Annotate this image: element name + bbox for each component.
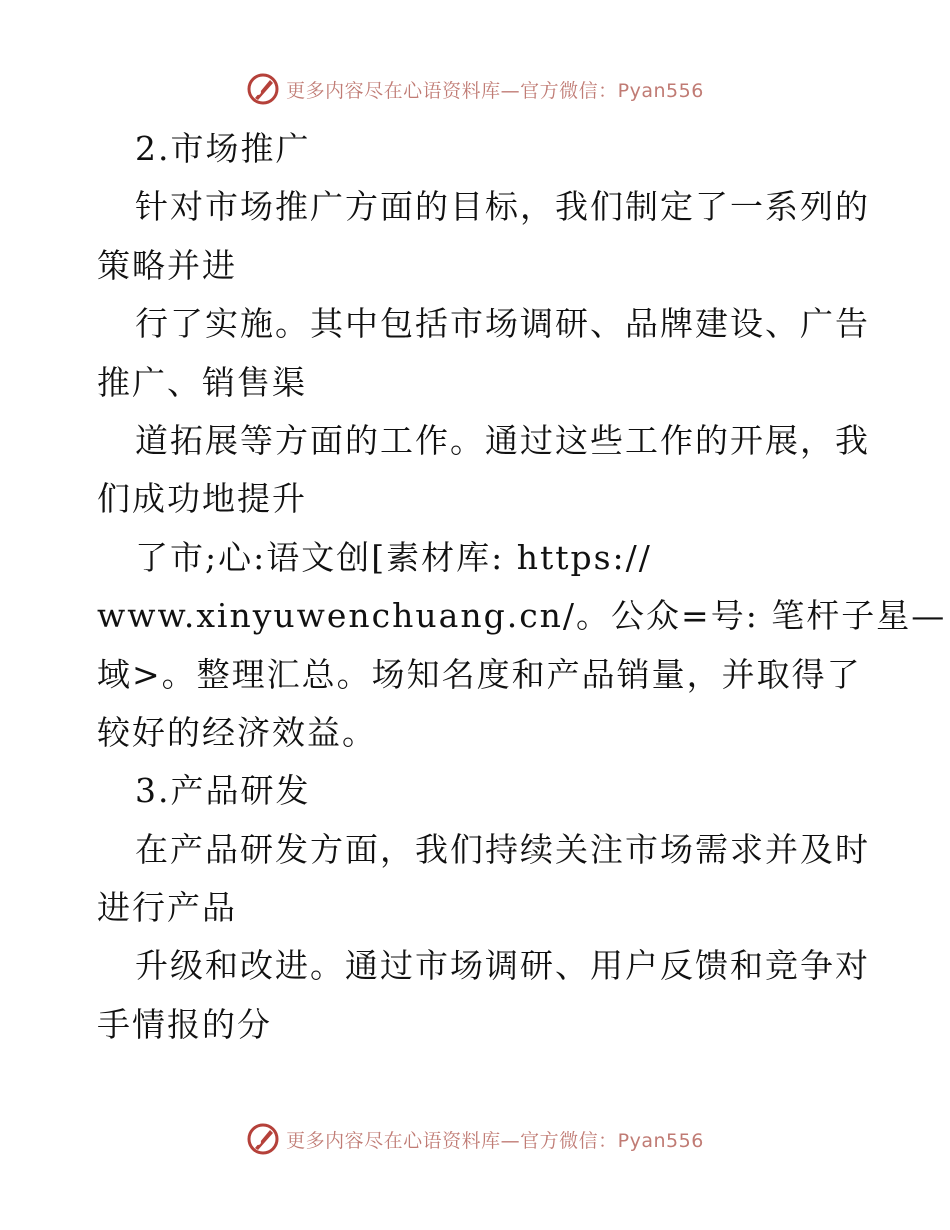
section-heading: 2.市场推广	[135, 129, 311, 168]
paragraph-line: 针对市场推广方面的目标，我们制定了一系列的	[135, 187, 870, 227]
paragraph-line: 了市;心:语文创[素材库: https://	[135, 537, 652, 577]
paragraph-line: 较好的经济效益。	[97, 712, 377, 752]
footer-banner-text: 更多内容尽在心语资料库—官方微信：Pyan556	[286, 1129, 704, 1152]
paragraph-line: 进行产品	[97, 888, 237, 928]
paragraph-line: 策略并进	[97, 245, 237, 285]
header-banner	[0, 72, 950, 106]
paragraph-line: 道拓展等方面的工作。通过这些工作的开展，我	[135, 420, 870, 460]
quill-logo-icon	[246, 72, 280, 106]
quill-logo-icon	[246, 1122, 280, 1156]
footer-banner	[0, 1122, 950, 1156]
paragraph-line: 域>。整理汇总。场知名度和产品销量，并取得了	[97, 654, 862, 694]
paragraph-line: 手情报的分	[97, 1004, 272, 1044]
paragraph-line: 推广、销售渠	[97, 362, 307, 402]
paragraph-line: 升级和改进。通过市场调研、用户反馈和竞争对	[135, 946, 870, 986]
section-heading: 3.产品研发	[135, 771, 311, 811]
paragraph-line: 行了实施。其中包括市场调研、品牌建设、广告	[135, 304, 870, 344]
paragraph-line: 在产品研发方面，我们持续关注市场需求并及时	[135, 829, 870, 869]
paragraph-line: www.xinyuwenchuang.cn/。公众=号: 笔杆子星—	[97, 596, 947, 636]
paragraph-line: 们成功地提升	[97, 479, 307, 519]
header-banner-text: 更多内容尽在心语资料库—官方微信：Pyan556	[286, 79, 704, 102]
document-body	[97, 120, 947, 1054]
